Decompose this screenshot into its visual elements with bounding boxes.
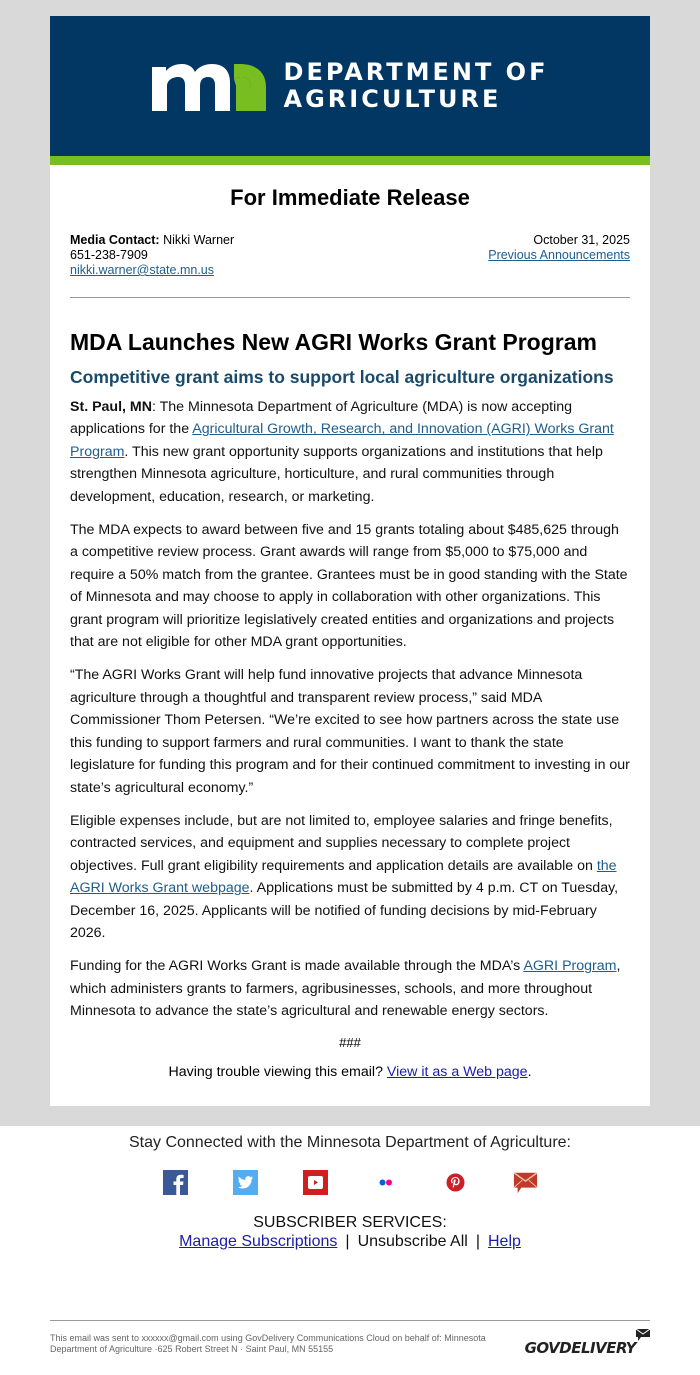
govdelivery-logo[interactable] xyxy=(525,1339,650,1357)
facebook-icon[interactable] xyxy=(163,1170,188,1195)
article-headline: MDA Launches New AGRI Works Grant Program xyxy=(70,329,597,355)
email-content xyxy=(50,165,650,1106)
p1-text-a: : The Minnesota Department of Agriculture (MDA) is now accepting applications for the xyxy=(70,399,573,438)
pinterest-icon[interactable] xyxy=(443,1170,468,1195)
paragraph-4 xyxy=(70,810,630,944)
contact-phone: 651-238-7909 xyxy=(70,248,148,262)
contact-row xyxy=(70,233,630,278)
agri-program-link[interactable]: AGRI Program xyxy=(523,958,617,975)
release-meta xyxy=(488,233,630,278)
separator: | xyxy=(345,1232,350,1250)
trouble-text: Having trouble viewing this email? xyxy=(168,1063,387,1080)
agri-works-webpage-link[interactable]: the AGRI Works Grant webpage xyxy=(70,857,617,897)
dept-line-2: AGRICULTURE xyxy=(283,85,502,113)
view-web-page-link[interactable]: View it as a Web page xyxy=(386,1063,528,1080)
email-card xyxy=(50,16,650,1106)
social-links xyxy=(0,1168,700,1198)
paragraph-5 xyxy=(70,955,630,1022)
paragraph-2: The MDA expects to award between five and 15 grants totaling about $485,625 through a competitive review process. Grant awards will range from $5,000 to $75,000 and require a 50% match from the grantee. Grantees must be in good standing with the State of Minnesota and may choose to apply in collaboration with other organizations. This grant program will prioritize legislatively created entities and organizations and projects that are not eligible for other MDA grant opportunities. xyxy=(70,522,628,651)
media-contact xyxy=(70,233,234,278)
help-link[interactable]: Help xyxy=(488,1232,521,1250)
release-date: October 31, 2025 xyxy=(533,233,630,247)
legal-text: This email was sent to xxxxxx@gmail.com using GovDelivery Communications Cloud on behalf of: Minnesota Department of Agriculture ·625 Robert Street N · Saint Paul, MN 55155 xyxy=(50,1332,486,1354)
p5-text-b: , which administers grants to farmers, agribusinesses, schools, and more throughout Minnesota to advance the state’s agricultural and renewable energy sectors. xyxy=(70,958,621,1020)
paragraph-1 xyxy=(70,396,630,508)
email-icon[interactable] xyxy=(513,1170,538,1195)
media-contact-label: Media Contact: xyxy=(70,233,160,247)
p5-text-a: Funding for the AGRI Works Grant is made available through the MDA’s xyxy=(70,958,524,975)
dept-line-1: DEPARTMENT OF xyxy=(283,58,549,86)
twitter-icon[interactable] xyxy=(233,1170,258,1195)
envelope-icon xyxy=(636,1329,650,1341)
release-title: For Immediate Release xyxy=(230,185,470,210)
separator: | xyxy=(475,1232,480,1250)
unsubscribe-all[interactable]: Unsubscribe All xyxy=(357,1232,468,1250)
govdelivery-wordmark: GOVDELIVERY xyxy=(524,1338,636,1357)
legal-footer xyxy=(50,1320,650,1357)
contact-email-link[interactable]: nikki.warner@state.mn.us xyxy=(70,263,214,277)
trouble-end: . xyxy=(527,1063,532,1080)
paragraph-3-quote: “The AGRI Works Grant will help fund innovative projects that advance Minnesota agriculture through a thoughtful and transparent review process,” said MDA Commissioner Thom Petersen. “We’re excited to see how partners across the state use this funding to support farmers and rural communities. I want to thank the state legislature for funding this program and for their continued commitment to investing in our state’s agricultural economy.” xyxy=(70,667,630,796)
dateline: St. Paul, MN xyxy=(70,399,152,415)
previous-announcements-link[interactable]: Previous Announcements xyxy=(488,248,630,262)
p1-text-b: . This new grant opportunity supports organizations and institutions that help strengthen Minnesota agriculture, horticulture, and rural communities through development, education, research, or marketing. xyxy=(70,443,603,505)
mda-logo[interactable] xyxy=(152,59,549,113)
p4-text-a: Eligible expenses include, but are not limited to, employee salaries and fringe benefits, contracted services, and equipment and supplies necessary to complete project objectives. Full grant eligibility requirements and application details are available on xyxy=(70,812,613,874)
mn-logo-icon xyxy=(152,61,266,111)
department-name xyxy=(284,59,549,113)
trouble-viewing xyxy=(70,1064,630,1080)
green-accent-bar xyxy=(50,156,650,165)
end-mark: ### xyxy=(339,1034,361,1050)
subscriber-services-title: SUBSCRIBER SERVICES: xyxy=(253,1213,447,1231)
manage-subscriptions-link[interactable]: Manage Subscriptions xyxy=(179,1232,338,1250)
header-banner xyxy=(50,16,650,156)
youtube-icon[interactable] xyxy=(303,1170,328,1195)
subscriber-links xyxy=(0,1232,700,1252)
agri-works-program-link[interactable]: Agricultural Growth, Research, and Innovation (AGRI) Works Grant Program xyxy=(70,421,614,460)
flickr-icon[interactable] xyxy=(373,1170,398,1195)
media-contact-name: Nikki Warner xyxy=(163,233,235,247)
divider xyxy=(70,297,630,298)
p4-text-b: . Applications must be submitted by 4 p.m. CT on Tuesday, December 16, 2025. Applicants will be notified of funding decisions by mid-February 2026. xyxy=(70,880,619,941)
email-footer xyxy=(0,1126,700,1371)
stay-connected-text: Stay Connected with the Minnesota Department of Agriculture: xyxy=(128,1133,571,1151)
article-subhead: Competitive grant aims to support local agriculture organizations xyxy=(70,367,614,387)
